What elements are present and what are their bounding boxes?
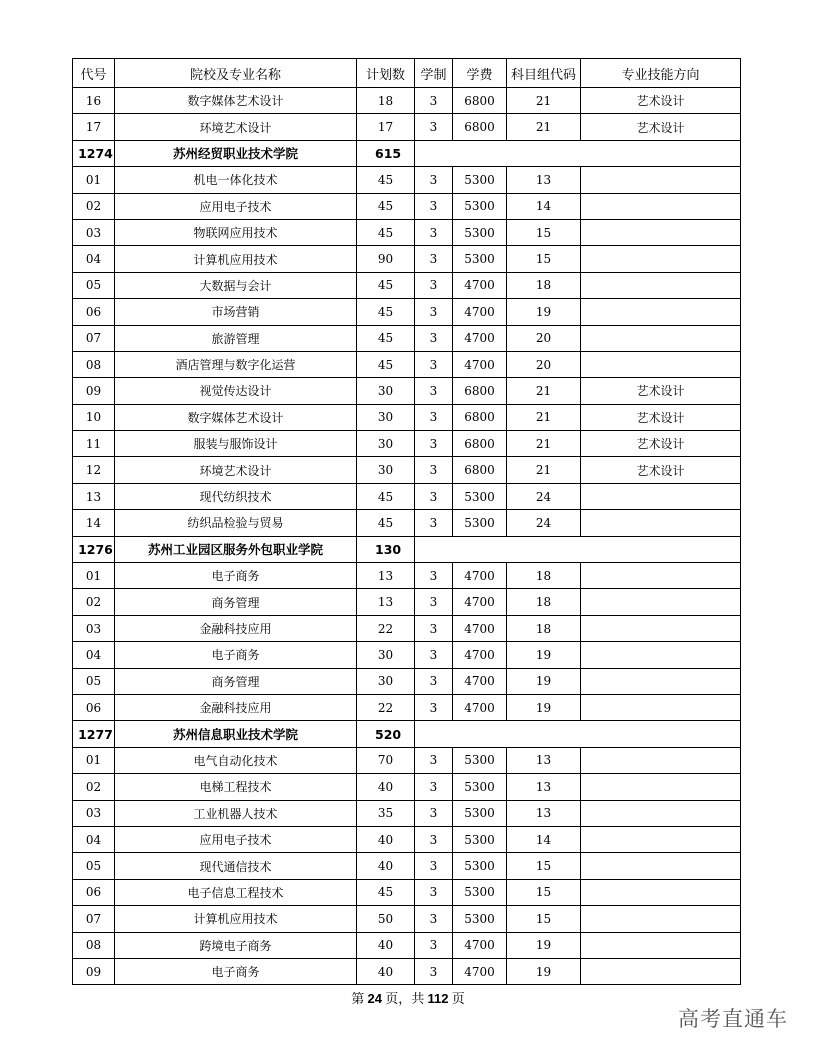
- major-code: 07: [73, 906, 115, 932]
- study-years: 3: [415, 431, 453, 457]
- skill-direction: 艺术设计: [581, 88, 741, 114]
- plan-count: 45: [357, 510, 415, 536]
- footer-suffix: 页: [448, 991, 465, 1006]
- footer-middle: 页，共: [381, 991, 428, 1006]
- major-name: 计算机应用技术: [115, 246, 357, 272]
- major-name: 金融科技应用: [115, 694, 357, 720]
- subject-group-code: 19: [507, 642, 581, 668]
- skill-direction: [581, 826, 741, 852]
- subject-group-code: 19: [507, 299, 581, 325]
- skill-direction: [581, 932, 741, 958]
- major-name: 计算机应用技术: [115, 906, 357, 932]
- study-years: 3: [415, 167, 453, 193]
- major-code: 06: [73, 879, 115, 905]
- skill-direction: [581, 747, 741, 773]
- major-name: 电气自动化技术: [115, 747, 357, 773]
- table-row: [73, 958, 741, 984]
- watermark: 高考直通车: [678, 1007, 788, 1031]
- plan-count: 40: [357, 853, 415, 879]
- school-name: 苏州工业园区服务外包职业学院: [115, 536, 357, 562]
- table-row: [73, 219, 741, 245]
- major-name: 数字媒体艺术设计: [115, 88, 357, 114]
- table-row: [73, 431, 741, 457]
- subject-group-code: 15: [507, 879, 581, 905]
- table-row: [73, 167, 741, 193]
- school-name: 苏州信息职业技术学院: [115, 721, 357, 747]
- skill-direction: [581, 800, 741, 826]
- table-row: [73, 246, 741, 272]
- major-code: 06: [73, 694, 115, 720]
- skill-direction: [581, 589, 741, 615]
- major-name: 电子信息工程技术: [115, 879, 357, 905]
- skill-direction: 艺术设计: [581, 378, 741, 404]
- school-code: 1276: [73, 536, 115, 562]
- table-row: [73, 589, 741, 615]
- tuition-fee: 4700: [453, 958, 507, 984]
- skill-direction: [581, 272, 741, 298]
- header-subject-code: 科目组代码: [507, 59, 581, 88]
- major-code: 05: [73, 853, 115, 879]
- major-name: 金融科技应用: [115, 615, 357, 641]
- table-row: [73, 378, 741, 404]
- plan-count: 90: [357, 246, 415, 272]
- school-row: [73, 536, 741, 562]
- study-years: 3: [415, 563, 453, 589]
- table-row: [73, 272, 741, 298]
- study-years: 3: [415, 800, 453, 826]
- table-row: [73, 483, 741, 509]
- study-years: 3: [415, 879, 453, 905]
- major-name: 市场营销: [115, 299, 357, 325]
- study-years: 3: [415, 615, 453, 641]
- table-row: [73, 510, 741, 536]
- subject-group-code: 15: [507, 906, 581, 932]
- plan-count: 40: [357, 932, 415, 958]
- tuition-fee: 5300: [453, 193, 507, 219]
- major-name: 旅游管理: [115, 325, 357, 351]
- major-name: 酒店管理与数字化运营: [115, 351, 357, 377]
- major-name: 电梯工程技术: [115, 774, 357, 800]
- study-years: 3: [415, 774, 453, 800]
- major-code: 03: [73, 615, 115, 641]
- major-code: 16: [73, 88, 115, 114]
- major-code: 01: [73, 563, 115, 589]
- major-name: 商务管理: [115, 589, 357, 615]
- table-row: [73, 193, 741, 219]
- tuition-fee: 5300: [453, 747, 507, 773]
- major-name: 服装与服饰设计: [115, 431, 357, 457]
- table-row: [73, 853, 741, 879]
- table-row: [73, 351, 741, 377]
- major-code: 02: [73, 589, 115, 615]
- school-name: 苏州经贸职业技术学院: [115, 140, 357, 166]
- major-name: 纺织品检验与贸易: [115, 510, 357, 536]
- major-name: 应用电子技术: [115, 826, 357, 852]
- school-row: [73, 721, 741, 747]
- plan-count: 22: [357, 694, 415, 720]
- study-years: 3: [415, 351, 453, 377]
- table-row: [73, 879, 741, 905]
- subject-group-code: 19: [507, 694, 581, 720]
- header-fee: 学费: [453, 59, 507, 88]
- skill-direction: [581, 668, 741, 694]
- subject-group-code: 24: [507, 510, 581, 536]
- skill-direction: [581, 510, 741, 536]
- skill-direction: [581, 299, 741, 325]
- major-code: 04: [73, 826, 115, 852]
- major-name: 跨境电子商务: [115, 932, 357, 958]
- plan-count: 13: [357, 589, 415, 615]
- table-row: [73, 642, 741, 668]
- header-skill-direction: 专业技能方向: [581, 59, 741, 88]
- table-header-row: [73, 59, 741, 88]
- tuition-fee: 5300: [453, 826, 507, 852]
- major-code: 13: [73, 483, 115, 509]
- plan-count: 45: [357, 299, 415, 325]
- tuition-fee: 4700: [453, 668, 507, 694]
- study-years: 3: [415, 272, 453, 298]
- subject-group-code: 13: [507, 800, 581, 826]
- plan-count: 45: [357, 272, 415, 298]
- major-name: 视觉传达设计: [115, 378, 357, 404]
- major-name: 商务管理: [115, 668, 357, 694]
- study-years: 3: [415, 457, 453, 483]
- current-page-number: 24: [367, 991, 382, 1006]
- major-code: 04: [73, 642, 115, 668]
- school-code: 1277: [73, 721, 115, 747]
- skill-direction: [581, 958, 741, 984]
- plan-count: 50: [357, 906, 415, 932]
- skill-direction: [581, 774, 741, 800]
- school-plan-count: 520: [357, 721, 415, 747]
- plan-count: 30: [357, 431, 415, 457]
- header-name: 院校及专业名称: [115, 59, 357, 88]
- table-row: [73, 404, 741, 430]
- subject-group-code: 18: [507, 272, 581, 298]
- major-code: 03: [73, 219, 115, 245]
- subject-group-code: 15: [507, 853, 581, 879]
- study-years: 3: [415, 932, 453, 958]
- school-row: [73, 140, 741, 166]
- study-years: 3: [415, 88, 453, 114]
- tuition-fee: 6800: [453, 431, 507, 457]
- tuition-fee: 4700: [453, 589, 507, 615]
- tuition-fee: 5300: [453, 879, 507, 905]
- total-page-count: 112: [427, 991, 449, 1006]
- subject-group-code: 18: [507, 563, 581, 589]
- table-row: [73, 932, 741, 958]
- study-years: 3: [415, 642, 453, 668]
- study-years: 3: [415, 299, 453, 325]
- table-row: [73, 826, 741, 852]
- skill-direction: [581, 246, 741, 272]
- tuition-fee: 5300: [453, 800, 507, 826]
- tuition-fee: 6800: [453, 404, 507, 430]
- table-row: [73, 563, 741, 589]
- study-years: 3: [415, 378, 453, 404]
- plan-count: 45: [357, 193, 415, 219]
- major-name: 机电一体化技术: [115, 167, 357, 193]
- skill-direction: [581, 906, 741, 932]
- school-code: 1274: [73, 140, 115, 166]
- skill-direction: [581, 615, 741, 641]
- tuition-fee: 4700: [453, 563, 507, 589]
- tuition-fee: 4700: [453, 615, 507, 641]
- plan-count: 18: [357, 88, 415, 114]
- skill-direction: [581, 351, 741, 377]
- major-name: 物联网应用技术: [115, 219, 357, 245]
- tuition-fee: 5300: [453, 906, 507, 932]
- subject-group-code: 14: [507, 826, 581, 852]
- subject-group-code: 21: [507, 88, 581, 114]
- plan-count: 40: [357, 826, 415, 852]
- tuition-fee: 6800: [453, 457, 507, 483]
- major-code: 10: [73, 404, 115, 430]
- plan-count: 70: [357, 747, 415, 773]
- header-plan: 计划数: [357, 59, 415, 88]
- major-name: 电子商务: [115, 563, 357, 589]
- study-years: 3: [415, 853, 453, 879]
- table-row: [73, 774, 741, 800]
- study-years: 3: [415, 325, 453, 351]
- school-row-empty: [415, 140, 741, 166]
- skill-direction: [581, 483, 741, 509]
- major-code: 08: [73, 351, 115, 377]
- subject-group-code: 18: [507, 615, 581, 641]
- major-code: 08: [73, 932, 115, 958]
- plan-count: 17: [357, 114, 415, 140]
- plan-count: 13: [357, 563, 415, 589]
- study-years: 3: [415, 114, 453, 140]
- major-code: 14: [73, 510, 115, 536]
- table-row: [73, 747, 741, 773]
- subject-group-code: 15: [507, 246, 581, 272]
- major-name: 大数据与会计: [115, 272, 357, 298]
- skill-direction: [581, 853, 741, 879]
- subject-group-code: 19: [507, 958, 581, 984]
- subject-group-code: 21: [507, 114, 581, 140]
- study-years: 3: [415, 694, 453, 720]
- tuition-fee: 4700: [453, 299, 507, 325]
- major-name: 环境艺术设计: [115, 457, 357, 483]
- tuition-fee: 5300: [453, 483, 507, 509]
- study-years: 3: [415, 404, 453, 430]
- major-code: 04: [73, 246, 115, 272]
- subject-group-code: 14: [507, 193, 581, 219]
- school-row-empty: [415, 721, 741, 747]
- subject-group-code: 15: [507, 219, 581, 245]
- major-name: 数字媒体艺术设计: [115, 404, 357, 430]
- study-years: 3: [415, 219, 453, 245]
- table-row: [73, 299, 741, 325]
- tuition-fee: 4700: [453, 694, 507, 720]
- plan-count: 45: [357, 483, 415, 509]
- plan-count: 45: [357, 167, 415, 193]
- major-name: 电子商务: [115, 642, 357, 668]
- subject-group-code: 13: [507, 747, 581, 773]
- plan-count: 40: [357, 958, 415, 984]
- plan-count: 45: [357, 325, 415, 351]
- header-years: 学制: [415, 59, 453, 88]
- subject-group-code: 19: [507, 668, 581, 694]
- tuition-fee: 4700: [453, 272, 507, 298]
- major-code: 07: [73, 325, 115, 351]
- table-row: [73, 325, 741, 351]
- major-name: 现代通信技术: [115, 853, 357, 879]
- major-name: 现代纺织技术: [115, 483, 357, 509]
- subject-group-code: 20: [507, 351, 581, 377]
- school-plan-count: 615: [357, 140, 415, 166]
- study-years: 3: [415, 747, 453, 773]
- table-row: [73, 114, 741, 140]
- study-years: 3: [415, 483, 453, 509]
- skill-direction: 艺术设计: [581, 457, 741, 483]
- table-row: [73, 694, 741, 720]
- subject-group-code: 13: [507, 774, 581, 800]
- tuition-fee: 5300: [453, 853, 507, 879]
- study-years: 3: [415, 193, 453, 219]
- table-row: [73, 668, 741, 694]
- tuition-fee: 6800: [453, 88, 507, 114]
- tuition-fee: 5300: [453, 774, 507, 800]
- skill-direction: [581, 879, 741, 905]
- tuition-fee: 4700: [453, 351, 507, 377]
- skill-direction: [581, 167, 741, 193]
- major-code: 09: [73, 958, 115, 984]
- skill-direction: 艺术设计: [581, 431, 741, 457]
- skill-direction: 艺术设计: [581, 404, 741, 430]
- major-code: 01: [73, 747, 115, 773]
- major-code: 11: [73, 431, 115, 457]
- major-code: 12: [73, 457, 115, 483]
- study-years: 3: [415, 589, 453, 615]
- tuition-fee: 5300: [453, 219, 507, 245]
- tuition-fee: 4700: [453, 325, 507, 351]
- major-code: 17: [73, 114, 115, 140]
- subject-group-code: 13: [507, 167, 581, 193]
- plan-count: 45: [357, 879, 415, 905]
- tuition-fee: 6800: [453, 378, 507, 404]
- plan-count: 45: [357, 219, 415, 245]
- plan-count: 40: [357, 774, 415, 800]
- major-code: 05: [73, 668, 115, 694]
- subject-group-code: 21: [507, 404, 581, 430]
- study-years: 3: [415, 510, 453, 536]
- subject-group-code: 21: [507, 378, 581, 404]
- major-code: 06: [73, 299, 115, 325]
- tuition-fee: 5300: [453, 246, 507, 272]
- major-name: 应用电子技术: [115, 193, 357, 219]
- school-row-empty: [415, 536, 741, 562]
- major-code: 02: [73, 193, 115, 219]
- subject-group-code: 19: [507, 932, 581, 958]
- major-name: 工业机器人技术: [115, 800, 357, 826]
- subject-group-code: 24: [507, 483, 581, 509]
- plan-count: 35: [357, 800, 415, 826]
- footer-prefix: 第: [351, 991, 368, 1006]
- plan-count: 30: [357, 457, 415, 483]
- skill-direction: [581, 193, 741, 219]
- major-name: 电子商务: [115, 958, 357, 984]
- major-code: 01: [73, 167, 115, 193]
- table-row: [73, 615, 741, 641]
- skill-direction: [581, 219, 741, 245]
- admission-plan-table: [72, 58, 741, 985]
- subject-group-code: 21: [507, 457, 581, 483]
- plan-count: 45: [357, 351, 415, 377]
- study-years: 3: [415, 246, 453, 272]
- school-plan-count: 130: [357, 536, 415, 562]
- skill-direction: 艺术设计: [581, 114, 741, 140]
- study-years: 3: [415, 958, 453, 984]
- skill-direction: [581, 563, 741, 589]
- plan-count: 22: [357, 615, 415, 641]
- table-row: [73, 88, 741, 114]
- tuition-fee: 4700: [453, 642, 507, 668]
- tuition-fee: 6800: [453, 114, 507, 140]
- study-years: 3: [415, 826, 453, 852]
- plan-count: 30: [357, 642, 415, 668]
- subject-group-code: 20: [507, 325, 581, 351]
- major-code: 09: [73, 378, 115, 404]
- major-name: 环境艺术设计: [115, 114, 357, 140]
- study-years: 3: [415, 668, 453, 694]
- plan-count: 30: [357, 668, 415, 694]
- header-code: 代号: [73, 59, 115, 88]
- tuition-fee: 5300: [453, 510, 507, 536]
- table-body: [73, 88, 741, 985]
- skill-direction: [581, 642, 741, 668]
- skill-direction: [581, 694, 741, 720]
- skill-direction: [581, 325, 741, 351]
- plan-count: 30: [357, 378, 415, 404]
- tuition-fee: 4700: [453, 932, 507, 958]
- major-code: 03: [73, 800, 115, 826]
- table-row: [73, 906, 741, 932]
- major-code: 02: [73, 774, 115, 800]
- study-years: 3: [415, 906, 453, 932]
- plan-count: 30: [357, 404, 415, 430]
- table-row: [73, 457, 741, 483]
- table-row: [73, 800, 741, 826]
- subject-group-code: 18: [507, 589, 581, 615]
- tuition-fee: 5300: [453, 167, 507, 193]
- subject-group-code: 21: [507, 431, 581, 457]
- major-code: 05: [73, 272, 115, 298]
